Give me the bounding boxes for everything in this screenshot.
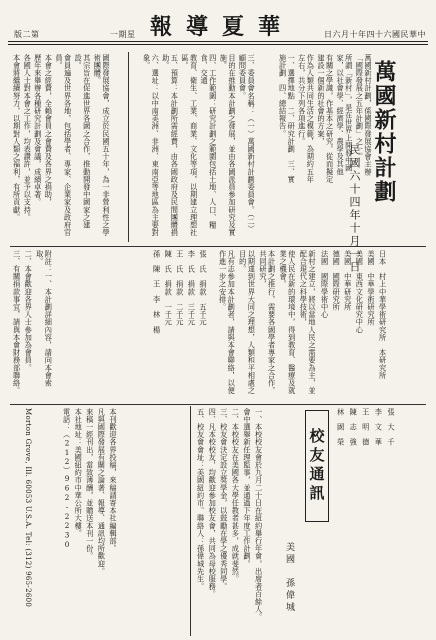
masthead-char-2: 導 — [186, 14, 209, 40]
alumni-title: 校友通訊 — [307, 428, 326, 504]
masthead-char-4: 華 — [258, 14, 281, 40]
body-col: 本會將繼續努力，以期對人類之福利，有所貢獻。 — [12, 54, 22, 222]
list-col: 美國 中華研究所 — [343, 250, 353, 311]
section2-columns — [218, 250, 316, 400]
masthead-rule-2 — [8, 44, 428, 45]
body-col: 本會之經費，全賴會員之會費及各界之捐助， — [44, 54, 54, 206]
alumni-col: 三、校友會決定設立獎學金，以鼓勵在學之優秀同學。 — [219, 408, 229, 591]
intro-col: 作為人類共同生活之模範，為期約五年左右，共分下列各項進行。 — [297, 54, 316, 184]
list-col: 美國 中華學術研究所 — [366, 250, 376, 326]
body-col: 各國人士對本會之工作，均表讚許，並予以支持。 — [23, 54, 33, 222]
donor-col: 陳 氏 捐款 一千元 — [164, 250, 174, 326]
intro-col: 萬國新村計劃，係國際發展協會主辦「國際發展之五年計劃」之一。 — [355, 54, 373, 176]
section-divider — [10, 404, 426, 405]
notice-col: 本刊歡迎各界投稿，來稿請寄本社編輯部。 — [108, 408, 118, 553]
name-col: 張 大 千 — [386, 408, 396, 446]
alumni-col: 會中選舉新任理監事，並通過下年度工作計劃。 — [242, 408, 252, 568]
body-col: 新村之建立，將以當地人民之需要為主，並配合現代之科學技術， — [299, 250, 317, 395]
alumni-box — [305, 410, 329, 522]
address-column — [24, 408, 32, 633]
alumni-columns — [196, 408, 263, 633]
intro-col: 有關之學識，作基本之研究，從而擬定建設一個新的社會的方案， — [316, 54, 335, 184]
body-col: 五、預算：本計劃所需經費，由各國政府及民間團體捐助。 — [161, 54, 180, 237]
body-col: 國際發展協會，成立於民國五十年，為一非營利性之學術團體。 — [93, 54, 111, 237]
page-number: 版二第 — [14, 30, 40, 39]
left-bottom-columns — [12, 250, 52, 400]
body-col: 六、選址：以中南美洲、非洲、東南亞等地區為主要對象。 — [142, 54, 161, 237]
alumni-author: 美國 孫偉城 — [284, 542, 294, 614]
footer-address: Morton Grove, Ill. 60053 U.S.A. Tel: (312) 965-2600 — [24, 408, 32, 608]
list-col: 德國 國際研究所 — [332, 250, 342, 311]
weekday: 一期星 — [110, 30, 136, 39]
body-col: 其宗旨在促進世界各國之合作，推動開發中國家之建設。 — [74, 54, 92, 229]
list-col: 美國 東西文化研究中心 — [355, 250, 365, 334]
note-col: 二、本會歡迎各界人士參加為會員。 — [24, 250, 34, 372]
masthead-rule — [8, 41, 428, 42]
body-col: 目的在推動本計劃之發展，並由各國派員參加研究及實施。 — [219, 54, 237, 237]
name-col: 陳 志 強 — [349, 408, 359, 446]
notice-col: 來稿一經刊出，當致薄酬，並贈送本刊一份。 — [85, 408, 95, 560]
column-divider — [128, 52, 129, 242]
alumni-col: 四、凡本校校友，均歡迎參加校友會，共同為母校服務。 — [208, 408, 218, 598]
note-col: 附註：一、本計劃詳細內容，請向本會索取。 — [35, 250, 54, 387]
donor-col: 李 氏 捐款 三千元 — [187, 250, 197, 326]
article-date: 民國六十四年十月一日 — [348, 144, 361, 274]
notice-columns — [62, 408, 117, 633]
intro-col: 所謂「新村」，是在世界上開發中國家，以社會學、經濟學、農學及其他 — [336, 54, 354, 176]
list-col: 日本 村上中華學術研究所 本研究所 — [378, 250, 388, 380]
name-col: 林 國 榮 — [336, 408, 346, 446]
body-col: 凡有志參加本計劃者，請與本會聯絡，以便作進一步之安排。 — [218, 250, 237, 395]
notice-col: 本社地址：美國紐約市中華公所大樓。 — [74, 408, 84, 538]
list-columns — [320, 250, 387, 400]
alumni-names — [336, 408, 395, 633]
issue-date: 日六月十年四十六國民華中 — [324, 30, 426, 39]
section1-columns — [142, 54, 255, 239]
left-columns — [12, 54, 110, 239]
body-col: 以期達到世界大同之理想，人類和平相處之目的。 — [238, 250, 257, 395]
body-col: 使人民在新的環境中，得到教育、醫療及就業之機會。 — [279, 250, 297, 395]
name-col: 王 明 德 — [361, 408, 371, 446]
intro-col: 一、選擇地點 二、研究計劃 三、實施計劃 四、總結報告。 — [278, 54, 297, 184]
alumni-col: 一、本校校友會於九月二十日在紐約舉行年會，出席者百餘人。 — [254, 408, 264, 621]
donor-col: 張 氏 捐款 五千元 — [198, 250, 208, 326]
notice-col: 電話：（212）962-2230 — [62, 408, 72, 550]
article-title: 萬國新村計劃 — [371, 60, 397, 204]
masthead-char-1: 報 — [150, 14, 173, 40]
donor-col: 孫 陳 王 李 林 楊 — [152, 250, 162, 334]
note-col: 三、有關捐款事宜，請與本會財務部聯絡。 — [12, 250, 22, 395]
column-divider — [190, 406, 191, 636]
list-col: 法國 國際學術中心 — [320, 250, 330, 319]
alumni-col: 二、本校校友在美國各大學任教者甚多，成就斐然。 — [231, 408, 241, 583]
body-col: 本計劃之推行，需要各國學者專家之合作，共同研究， — [258, 250, 277, 395]
section-divider — [10, 246, 426, 247]
alumni-col: 五、校友會會址：美國紐約市。聯絡人：孫偉城先生。 — [196, 408, 206, 591]
intro-columns — [278, 54, 372, 184]
name-col: 李 文 華 — [374, 408, 384, 446]
donor-columns — [152, 250, 207, 400]
body-col: 三、委員會名稱：（一）萬國新村計劃委員會。（二）顧問委員會。 — [238, 54, 257, 233]
body-col: 歷年來舉辦各種研究計劃及會議，成績卓著。 — [33, 54, 43, 206]
masthead-title — [150, 10, 280, 41]
masthead-char-3: 夏 — [222, 14, 245, 40]
body-col: 會員遍及世界各地，包括學者、專家、企業家及政府官員。 — [54, 54, 73, 237]
body-col: 四、工作範圍：研究計劃之範圍包括土地、人口、糧食、交通 — [200, 54, 218, 229]
body-col: 教育、衛生、工業、商業、文化等項，以期建立理想社區。 — [180, 54, 199, 237]
notice-col: 凡與國際發展有關之論著、報導、通訊均所歡迎。 — [97, 408, 107, 576]
donor-col: 王 氏 捐款 二千元 — [175, 250, 185, 326]
